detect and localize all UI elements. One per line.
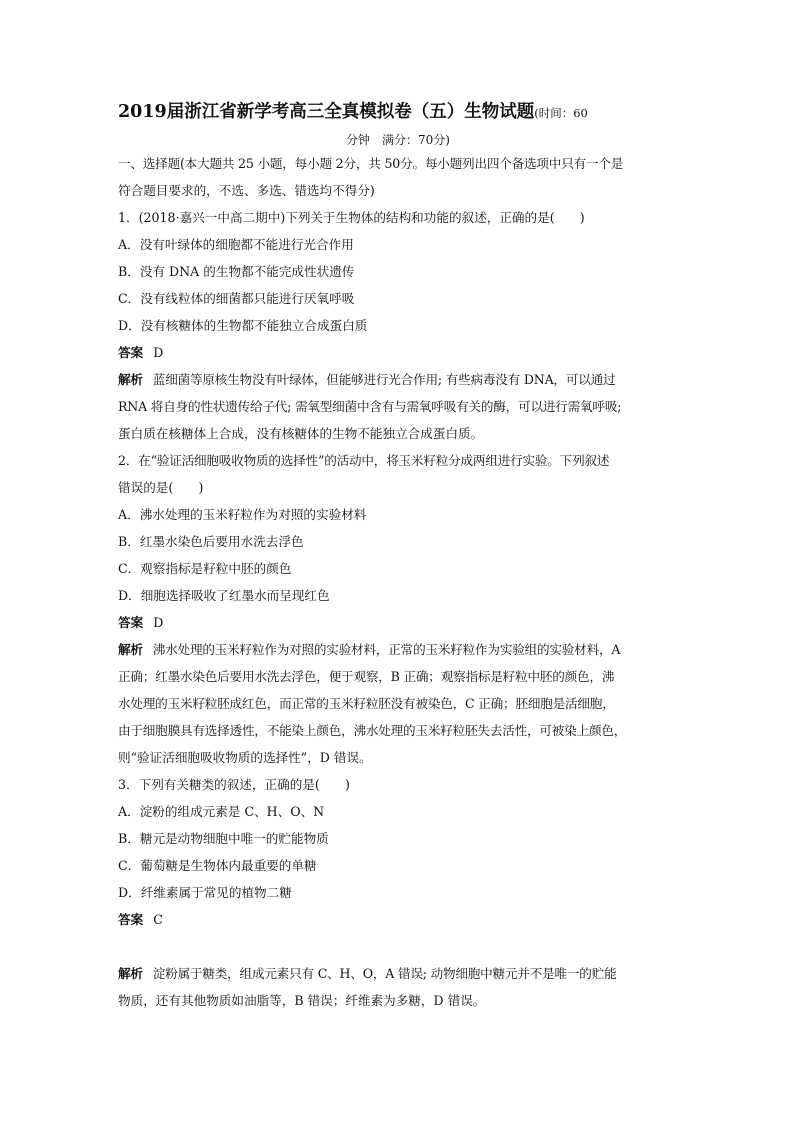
answer-label: 答案	[118, 345, 144, 360]
option-d: D．纤维素属于常见的植物二糖	[118, 885, 292, 900]
analysis-line: 则“验证活细胞吸收物质的选择性”，D 错误。	[118, 750, 372, 765]
option-c: C．没有线粒体的细菌都只能进行厌氧呼吸	[118, 291, 355, 306]
analysis-label: 解析	[118, 372, 143, 387]
option-c: C．观察指标是籽粒中胚的颜色	[118, 561, 292, 576]
analysis-line: 物质，还有其他物质如油脂等，B 错误；纤维素为多糖，D 错误。	[118, 993, 486, 1008]
document-title	[118, 98, 678, 127]
option-b: B．红墨水染色后要用水洗去浮色	[118, 534, 304, 549]
analysis-line: 由于细胞膜具有选择透性，不能染上颜色，沸水处理的玉米籽粒胚失去活性，可被染上颜色，	[118, 723, 627, 738]
analysis-label: 解析	[118, 642, 143, 657]
option-b: B．糖元是动物细胞中唯一的贮能物质	[118, 831, 329, 846]
option-a: A．没有叶绿体的细胞都不能进行光合作用	[118, 237, 354, 252]
answer-label: 答案	[118, 615, 144, 630]
title-main: 2019届浙江省新学考高三全真模拟卷（五）生物试题	[118, 102, 535, 122]
question-1	[118, 204, 678, 447]
answer-line	[118, 609, 678, 636]
answer-value: C	[153, 912, 163, 927]
title-time-note-continued: 分钟 满分：70分)	[346, 133, 450, 147]
analysis-label: 解析	[118, 966, 143, 981]
answer-label: 答案	[118, 912, 144, 927]
option-a: A．沸水处理的玉米籽粒作为对照的实验材料	[118, 507, 367, 522]
analysis-line: 蛋白质在核糖体上合成，没有核糖体的生物不能独立合成蛋白质。	[118, 426, 484, 441]
question-stem: 2．在“验证活细胞吸收物质的选择性”的活动中，将玉米籽粒分成两组进行实验。下列叙述	[118, 453, 610, 468]
question-2	[118, 447, 678, 771]
analysis-line	[118, 960, 678, 987]
title-time-note: (时间：60	[534, 106, 588, 120]
analysis-line	[118, 636, 678, 663]
analysis-text: 淀粉属于糖类，组成元素只有 C、H、O，A 错误; 动物细胞中糖元并不是唯一的贮能	[152, 966, 617, 981]
question-stem: 错误的是( )	[118, 480, 204, 495]
instruction-line: 符合题目要求的，不选、多选、错选均不得分)	[118, 183, 375, 198]
analysis-line: RNA 将自身的性状遗传给子代; 需氧型细菌中含有与需氧呼吸有关的酶，可以进行需氧呼吸;	[118, 399, 622, 414]
answer-value: D	[153, 615, 164, 630]
option-b: B．没有 DNA 的生物都不能完成性状遗传	[118, 264, 355, 279]
analysis-line: 正确；红墨水染色后要用水洗去浮色，便于观察，B 正确；观察指标是籽粒中胚的颜色，沸	[118, 669, 615, 684]
question-stem: 3．下列有关糖类的叙述，正确的是( )	[118, 777, 350, 792]
option-a: A．淀粉的组成元素是 C、H、O、N	[118, 804, 325, 819]
question-stem: 1．(2018·嘉兴一中高二期中)下列关于生物体的结构和功能的叙述，正确的是( )	[118, 210, 585, 225]
question-3	[118, 771, 678, 1014]
section-instructions	[118, 150, 678, 204]
instruction-line: 一、选择题(本大题共 25 小题，每小题 2分，共 50分。每小题列出四个备选项中只有一个是	[118, 156, 624, 171]
answer-value: D	[153, 345, 164, 360]
analysis-line	[118, 366, 678, 393]
document-page	[118, 98, 678, 1014]
spacer	[118, 933, 678, 960]
answer-line	[118, 906, 678, 933]
analysis-text: 蓝细菌等原核生物没有叶绿体，但能够进行光合作用; 有些病毒没有 DNA，可以通过	[152, 372, 616, 387]
analysis-line: 水处理的玉米籽粒胚成红色，而正常的玉米籽粒胚没有被染色，C 正确；胚细胞是活细胞，	[118, 696, 615, 711]
option-d: D．细胞选择吸收了红墨水而呈现红色	[118, 588, 330, 603]
option-d: D．没有核糖体的生物都不能独立合成蛋白质	[118, 318, 368, 333]
option-c: C．葡萄糖是生物体内最重要的单糖	[118, 858, 317, 873]
analysis-text: 沸水处理的玉米籽粒作为对照的实验材料，正常的玉米籽粒作为实验组的实验材料，A	[152, 642, 621, 657]
answer-line	[118, 339, 678, 366]
